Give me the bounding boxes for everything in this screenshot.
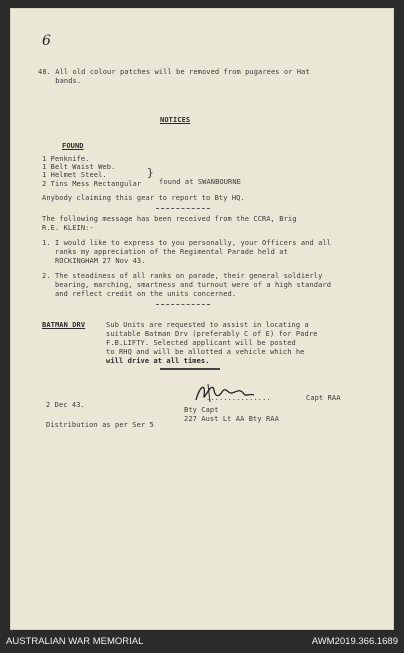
- separator: [156, 208, 210, 209]
- batman-line-1: Sub Units are requested to assist in locating a: [106, 321, 309, 329]
- separator: [160, 368, 220, 370]
- message-2-line-2: bearing, marching, smartness and turnout were of a high standard: [42, 281, 332, 289]
- found-item-4: 2 Tins Mess Rectangular: [42, 180, 142, 188]
- signatory-title: Bty Capt: [184, 406, 219, 414]
- message-1-line-3: ROCKINGHAM 27 Nov 43.: [42, 257, 146, 265]
- document-date: 2 Dec 43.: [46, 401, 85, 409]
- footer-accession-number: AWM2019.366.1689: [311, 636, 398, 647]
- claim-text: Anybody claiming this gear to report to Bty HQ.: [42, 194, 245, 202]
- signatory-rank: Capt RAA: [306, 394, 341, 402]
- notices-heading: NOTICES: [160, 116, 191, 124]
- batman-line-4: to RHQ and will be allotted a vehicle which he: [106, 348, 305, 356]
- handwritten-mark: 6: [42, 33, 51, 49]
- signatory-unit: 227 Aust Lt AA Bty RAA: [184, 415, 279, 423]
- batman-line-2: suitable Batman Drv (preferably C of E) for Padre: [106, 330, 318, 338]
- distribution-note: Distribution as per Ser 5: [46, 421, 154, 429]
- batman-line-5: will drive at all times.: [106, 357, 210, 365]
- found-item-3: 1 Helmet Steel.: [42, 171, 107, 179]
- found-location: found at SWANBOURNE: [159, 178, 241, 186]
- found-item-1: 1 Penknife.: [42, 155, 90, 163]
- batman-label: BATMAN DRV: [42, 321, 86, 329]
- found-heading: FOUND: [62, 142, 84, 150]
- message-intro-2: R.E. KLEIN:-: [42, 224, 94, 232]
- signature-dots: ...............: [206, 394, 271, 402]
- footer-institution: AUSTRALIAN WAR MEMORIAL: [6, 636, 144, 647]
- message-1-line-1: 1. I would like to express to you personally, your Officers and all: [42, 239, 332, 247]
- found-item-2: 1 Belt Waist Web.: [42, 163, 116, 171]
- separator: [156, 304, 210, 305]
- batman-line-3: F.B.LIFTY. Selected applicant will be posted: [106, 339, 296, 347]
- message-2-line-1: 2. The steadiness of all ranks on parade, their general soldierly: [42, 272, 323, 280]
- para-48-line-1: 48. All old colour patches will be removed from pugarees or Hat: [38, 68, 310, 76]
- para-48-line-2: bands.: [38, 77, 82, 85]
- document-page: [10, 8, 394, 630]
- footer-bar: [0, 630, 404, 653]
- brace: }: [147, 166, 154, 179]
- message-2-line-3: and reflect credit on the units concerned.: [42, 290, 237, 298]
- message-intro-1: The following message has been received from the CCRA, Brig: [42, 215, 297, 223]
- message-1-line-2: ranks my appreciation of the Regimental Parade held at: [42, 248, 288, 256]
